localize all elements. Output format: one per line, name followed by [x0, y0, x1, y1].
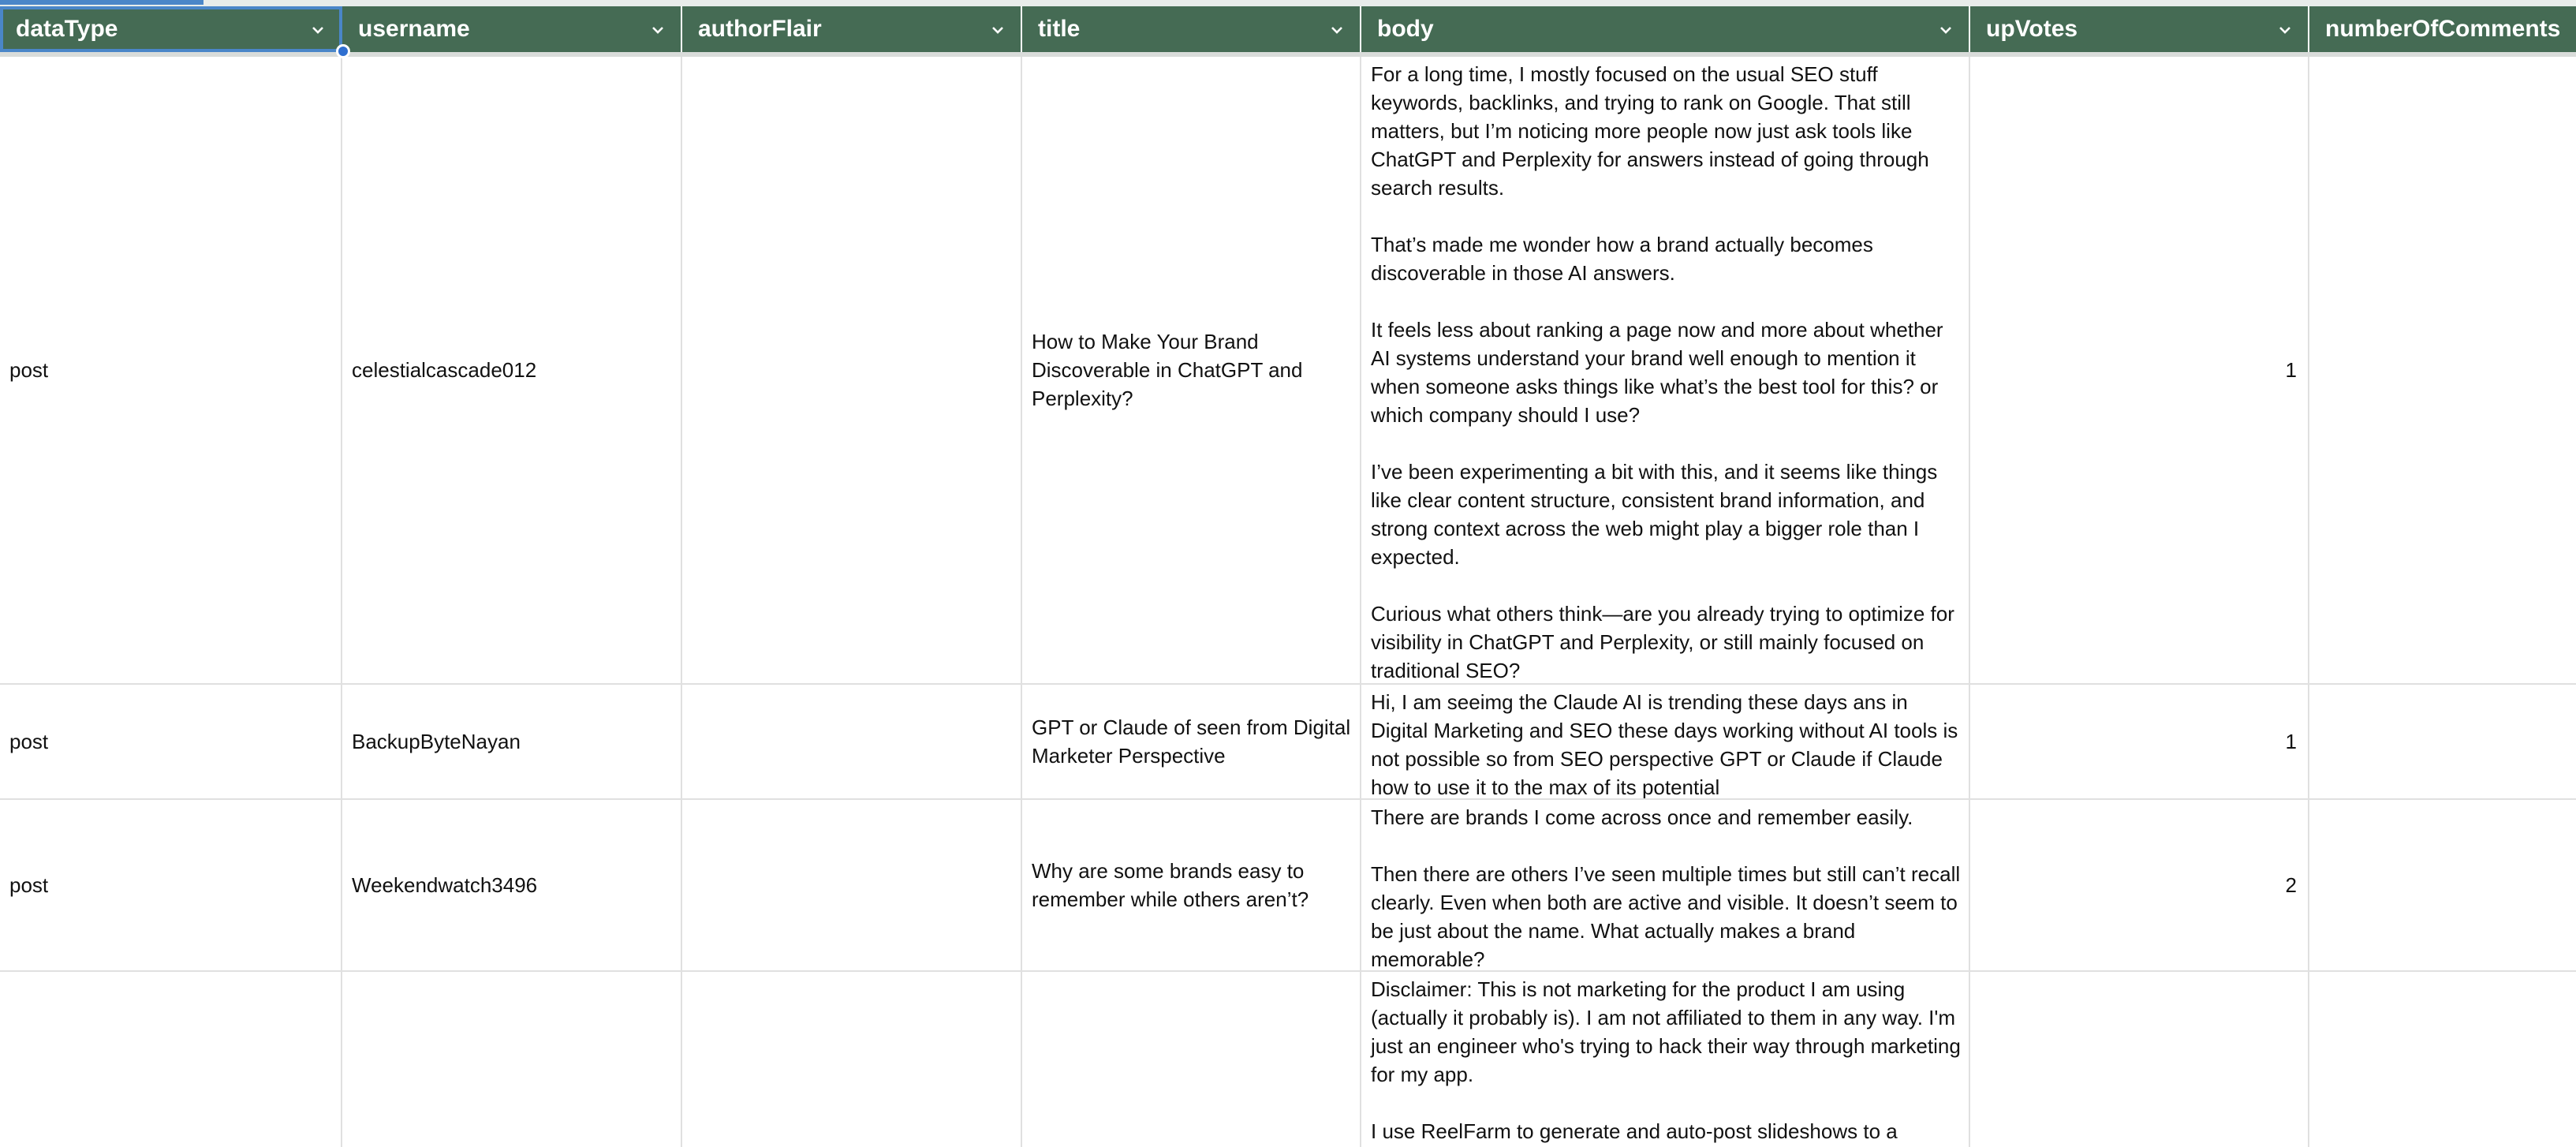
column-header-label: dataType	[16, 16, 118, 42]
cell-text: For a long time, I mostly focused on the usual SEO stuff keywords, backlinks, and trying to rank on Google. That still matters, but I’m noticing more people now just ask tools like ChatGPT and Perplexity for answers instead of going through search results. That’s made me wonder how a brand actually becomes discoverable in those AI answers. It feels less about ranking a page now and more about whether AI systems understand your brand well enough to mention it when someone asks things like what’s the best tool for this? or which company should I use? I’ve been experimenting a bit with this, and it seems like things like clear content structure, consistent brand information, and strong context across the web might play a bigger role than I expected. Curious what others think—are you already trying to optimize for visibility in ChatGPT and Perplexity, or still mainly focused on traditional SEO?	[1371, 62, 1954, 682]
cell-text: celestialcascade012	[352, 358, 537, 382]
cell-text: post	[9, 873, 49, 897]
column-header-label: username	[358, 16, 470, 42]
cell-title[interactable]	[1022, 972, 1361, 1147]
chevron-down-icon[interactable]	[1330, 23, 1344, 37]
cell-text: post	[9, 358, 49, 382]
selection-indicator	[0, 0, 203, 5]
column-header-label: upVotes	[1986, 16, 2078, 42]
cell-text: Why are some brands easy to remember while others aren’t?	[1032, 859, 1309, 911]
cell-upvotes[interactable]	[1970, 972, 2309, 1147]
cell-upvotes[interactable]	[1970, 800, 2309, 970]
cell-authorflair[interactable]	[682, 972, 1022, 1147]
column-header-title[interactable]	[1022, 6, 1361, 52]
cell-authorflair[interactable]	[682, 800, 1022, 970]
cell-body[interactable]	[1361, 57, 1970, 683]
cell-text: How to Make Your Brand Discoverable in ChatGPT and Perplexity?	[1032, 330, 1303, 410]
chevron-down-icon[interactable]	[1939, 23, 1953, 37]
column-header-label: numberOfComments	[2325, 16, 2561, 42]
cell-body[interactable]	[1361, 972, 1970, 1147]
header-row	[0, 6, 2576, 52]
cell-numberofcomments[interactable]	[2309, 800, 2576, 970]
cell-text: Disclaimer: This is not marketing for the product I am using (actually it probably is). I am not affiliated to them in any way. I'm just an engineer who's trying to hack their way through marketing for my app. I use ReelFarm to generate and auto-post slideshows to a	[1371, 977, 1961, 1143]
cell-datatype[interactable]	[0, 685, 342, 798]
cell-username[interactable]	[342, 685, 682, 798]
cell-text: post	[9, 730, 49, 753]
chevron-down-icon[interactable]	[2278, 23, 2292, 37]
cell-body[interactable]	[1361, 800, 1970, 970]
chevron-down-icon[interactable]	[991, 23, 1005, 37]
column-header-body[interactable]	[1361, 6, 1970, 52]
chevron-down-icon[interactable]	[311, 23, 325, 37]
table-row	[0, 972, 2576, 1147]
cell-datatype[interactable]	[0, 972, 342, 1147]
cell-datatype[interactable]	[0, 800, 342, 970]
cell-upvotes[interactable]	[1970, 57, 2309, 683]
cell-numberofcomments[interactable]	[2309, 972, 2576, 1147]
column-header-numberofcomments[interactable]	[2309, 6, 2576, 52]
chevron-down-icon[interactable]	[651, 23, 665, 37]
selection-handle[interactable]	[336, 44, 350, 58]
cell-numberofcomments[interactable]	[2309, 685, 2576, 798]
column-header-label: authorFlair	[698, 16, 822, 42]
column-header-label: body	[1377, 16, 1434, 42]
cell-text: 1	[2285, 358, 2297, 382]
cell-title[interactable]	[1022, 800, 1361, 970]
column-header-upvotes[interactable]	[1970, 6, 2309, 52]
cell-title[interactable]	[1022, 57, 1361, 683]
table-row	[0, 57, 2576, 685]
cell-username[interactable]	[342, 57, 682, 683]
cell-text: Hi, I am seeimg the Claude AI is trending these days ans in Digital Marketing and SEO these days working without AI tools is not possible so from SEO perspective GPT or Claude if Claude how to use it to the max of its potential	[1371, 690, 1964, 798]
table-row	[0, 685, 2576, 800]
cell-text: 2	[2285, 873, 2297, 897]
top-strip	[0, 0, 2576, 6]
cell-upvotes[interactable]	[1970, 685, 2309, 798]
table-row	[0, 800, 2576, 972]
cell-title[interactable]	[1022, 685, 1361, 798]
cell-numberofcomments[interactable]	[2309, 57, 2576, 683]
column-header-authorflair[interactable]	[682, 6, 1022, 52]
cell-text: BackupByteNayan	[352, 730, 521, 753]
cell-authorflair[interactable]	[682, 685, 1022, 798]
cell-text: Weekendwatch3496	[352, 873, 538, 897]
column-header-datatype[interactable]	[0, 6, 342, 52]
cell-body[interactable]	[1361, 685, 1970, 798]
cell-username[interactable]	[342, 800, 682, 970]
cell-datatype[interactable]	[0, 57, 342, 683]
column-header-label: title	[1038, 16, 1081, 42]
cell-text: GPT or Claude of seen from Digital Marketer Perspective	[1032, 715, 1351, 768]
cell-text: 1	[2285, 730, 2297, 753]
column-header-username[interactable]	[342, 6, 682, 52]
cell-authorflair[interactable]	[682, 57, 1022, 683]
cell-username[interactable]	[342, 972, 682, 1147]
cell-text: There are brands I come across once and remember easily. Then there are others I’ve seen multiple times but still can’t recall clearly. Even when both are active and visible. It doesn’t seem to be just about the name. What actually makes a brand memorable?	[1371, 805, 1961, 970]
